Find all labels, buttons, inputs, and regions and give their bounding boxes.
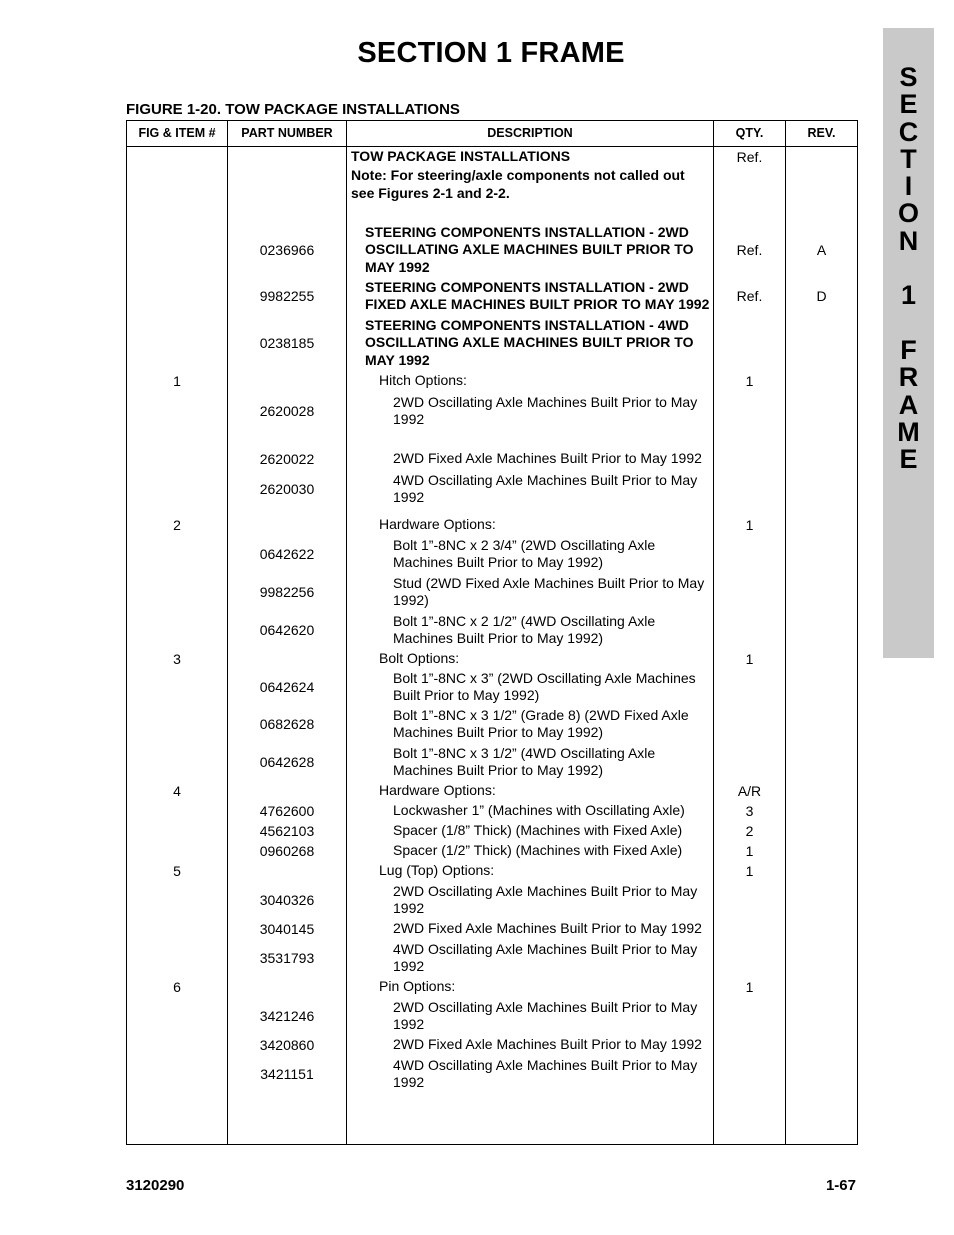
part-number-cell: 3421151 xyxy=(260,1066,314,1082)
fig-item-cell xyxy=(127,705,227,743)
side-tab-letter: F xyxy=(900,334,917,365)
part-number-cell: 3421246 xyxy=(259,1008,315,1024)
description-cell: 2WD Oscillating Axle Machines Built Prior to May 1992 xyxy=(393,882,698,916)
header-qty: QTY. xyxy=(735,126,764,140)
table-row xyxy=(127,515,857,535)
side-tab-letter xyxy=(883,255,934,282)
description-cell: 2WD Fixed Axle Machines Built Prior to May 1992 xyxy=(393,1036,702,1053)
fig-item-cell xyxy=(127,573,227,611)
table-row xyxy=(127,315,857,371)
part-number-cell xyxy=(228,167,346,207)
part-number-cell: 0642628 xyxy=(259,754,315,770)
fig-item-cell xyxy=(127,611,227,649)
rev-cell xyxy=(786,801,857,821)
qty-cell xyxy=(714,1035,785,1055)
part-number-cell: 9982255 xyxy=(259,288,315,304)
qty-cell xyxy=(714,939,785,977)
side-tab-letter: 1 xyxy=(900,280,917,311)
rev-cell xyxy=(786,573,857,611)
description-cell: Bolt 1”-8NC x 2 1/2” (4WD Oscillating Axle Machines Built Prior to May 1992) xyxy=(393,612,656,646)
part-number-cell xyxy=(228,371,346,391)
table-row xyxy=(127,781,857,801)
part-number-cell: 2620022 xyxy=(259,451,315,467)
fig-item-cell xyxy=(127,939,227,977)
description-cell: Stud (2WD Fixed Axle Machines Built Prior to May 1992) xyxy=(393,574,705,608)
rev-cell xyxy=(786,1035,857,1055)
rev-cell xyxy=(786,919,857,939)
description-cell: Bolt 1”-8NC x 3 1/2” (4WD Oscillating Axle Machines Built Prior to May 1992) xyxy=(393,744,656,778)
qty-cell xyxy=(714,573,785,611)
figure-title: FIGURE 1-20. TOW PACKAGE INSTALLATIONS xyxy=(126,101,460,118)
fig-item-cell: 4 xyxy=(173,783,181,799)
description-cell: Bolt 1”-8NC x 2 3/4” (2WD Oscillating Axle Machines Built Prior to May 1992) xyxy=(393,536,656,570)
table-row xyxy=(127,649,857,669)
qty-cell xyxy=(714,669,785,705)
rev-cell xyxy=(786,1055,857,1093)
fig-item-cell xyxy=(127,391,227,431)
description-cell: 4WD Oscillating Axle Machines Built Prior to May 1992 xyxy=(393,471,698,505)
side-tab-letter: I xyxy=(904,171,913,202)
qty-cell xyxy=(714,919,785,939)
part-number-cell: 2620030 xyxy=(259,481,315,497)
fig-item-cell: 2 xyxy=(173,517,181,533)
table-row xyxy=(127,801,857,821)
qty-cell: A/R xyxy=(737,783,762,799)
table-row xyxy=(127,223,857,277)
side-tab-letter: O xyxy=(897,198,919,229)
part-number-cell xyxy=(228,977,346,997)
rev-cell xyxy=(786,743,857,781)
part-number-cell: 3531793 xyxy=(259,950,315,966)
description-cell: Lockwasher 1” (Machines with Oscillating Axle) xyxy=(393,802,685,819)
part-number-cell: 0960268 xyxy=(259,843,315,859)
table-row xyxy=(127,743,857,781)
fig-item-cell xyxy=(127,277,227,315)
description-cell: 4WD Oscillating Axle Machines Built Prior to May 1992 xyxy=(393,1056,698,1090)
description-cell: Hardware Options: xyxy=(379,516,496,533)
table-row xyxy=(127,881,857,919)
description-cell: 2WD Oscillating Axle Machines Built Prior to May 1992 xyxy=(393,998,698,1032)
rev-cell xyxy=(786,939,857,977)
rev-cell xyxy=(786,535,857,573)
description-cell: 2WD Fixed Axle Machines Built Prior to May 1992 xyxy=(393,450,702,467)
description-cell: STEERING COMPONENTS INSTALLATION - 2WD OSCILLATING AXLE MACHINES BUILT PRIOR TO MAY 1992 xyxy=(365,223,694,275)
rev-cell xyxy=(786,469,857,509)
fig-item-cell: 6 xyxy=(173,979,181,995)
part-number-cell: 0642622 xyxy=(259,546,315,562)
part-number-cell xyxy=(228,781,346,801)
table-row xyxy=(127,371,857,391)
qty-cell xyxy=(714,469,785,509)
fig-item-cell xyxy=(127,1035,227,1055)
fig-item-cell xyxy=(127,821,227,841)
rev-cell xyxy=(786,881,857,919)
side-tab-letter: S xyxy=(899,62,918,92)
table-row xyxy=(127,1055,857,1093)
part-number-cell xyxy=(228,147,346,167)
table-row xyxy=(127,669,857,705)
qty-cell xyxy=(714,881,785,919)
fig-item-cell xyxy=(127,315,227,371)
table-row xyxy=(127,167,857,207)
fig-item-cell xyxy=(127,223,227,277)
side-tab-letter: N xyxy=(898,225,919,256)
part-number-cell: 9982256 xyxy=(259,584,315,600)
side-tab-letter: C xyxy=(898,116,919,147)
doc-number: 3120290 xyxy=(126,1177,185,1194)
fig-item-cell xyxy=(127,743,227,781)
description-cell: Spacer (1/2” Thick) (Machines with Fixed Axle) xyxy=(393,842,683,859)
fig-item-cell xyxy=(127,449,227,469)
fig-item-cell xyxy=(127,997,227,1035)
qty-cell: 3 xyxy=(745,803,754,819)
fig-item-cell: 3 xyxy=(173,651,181,667)
rev-cell xyxy=(786,611,857,649)
parts-table xyxy=(126,120,858,1145)
rev-cell xyxy=(786,669,857,705)
table-row xyxy=(127,469,857,509)
fig-item-cell xyxy=(127,881,227,919)
rev-cell xyxy=(786,705,857,743)
rev-cell: A xyxy=(816,242,827,258)
part-number-cell: 2620028 xyxy=(259,403,315,419)
fig-item-cell xyxy=(127,841,227,861)
rev-cell xyxy=(786,315,857,371)
table-row xyxy=(127,535,857,573)
part-number-cell: 3420860 xyxy=(259,1037,315,1053)
side-tab-letter: M xyxy=(897,416,920,447)
part-number-cell: 4762600 xyxy=(259,803,315,819)
rev-cell: D xyxy=(816,288,827,304)
part-number-cell: 0236966 xyxy=(259,242,315,258)
rev-cell xyxy=(786,649,857,669)
table-row xyxy=(127,977,857,997)
part-number-cell: 0642624 xyxy=(259,679,315,695)
qty-cell: 1 xyxy=(745,517,754,533)
table-row xyxy=(127,391,857,431)
qty-cell: 1 xyxy=(745,843,754,859)
fig-item-cell: 1 xyxy=(173,373,181,389)
qty-cell: Ref. xyxy=(736,288,763,304)
description-cell: 2WD Fixed Axle Machines Built Prior to May 1992 xyxy=(393,920,702,937)
qty-cell: 1 xyxy=(745,373,754,389)
description-cell: Bolt 1”-8NC x 3 1/2” (Grade 8) (2WD Fixed Axle Machines Built Prior to May 1992) xyxy=(393,706,689,740)
description-cell: 2WD Oscillating Axle Machines Built Prior to May 1992 xyxy=(393,393,698,427)
qty-cell: 1 xyxy=(745,863,754,879)
side-tab-letters xyxy=(883,64,934,473)
description-cell: Lug (Top) Options: xyxy=(379,862,495,879)
side-tab-letter: E xyxy=(899,89,918,120)
table-row xyxy=(127,997,857,1035)
table-row xyxy=(127,705,857,743)
part-number-cell: 0238185 xyxy=(259,335,315,351)
rev-cell xyxy=(786,515,857,535)
description-cell: Bolt Options: xyxy=(379,650,460,667)
qty-cell: 1 xyxy=(745,979,754,995)
table-row xyxy=(127,821,857,841)
table-row xyxy=(127,449,857,469)
table-header xyxy=(127,121,857,147)
fig-item-cell: 5 xyxy=(173,863,181,879)
side-tab-letter: T xyxy=(900,143,917,174)
table-row xyxy=(127,147,857,167)
header-description: DESCRIPTION xyxy=(487,126,573,140)
part-number-cell: 0642620 xyxy=(259,622,315,638)
fig-item-cell xyxy=(127,669,227,705)
rev-cell xyxy=(786,861,857,881)
fig-item-cell xyxy=(127,147,227,167)
table-row xyxy=(127,611,857,649)
description-cell: Hardware Options: xyxy=(379,782,496,799)
header-part-number: PART NUMBER xyxy=(241,126,333,140)
description-cell: STEERING COMPONENTS INSTALLATION - 2WD FIXED AXLE MACHINES BUILT PRIOR TO MAY 1992 xyxy=(365,278,710,312)
fig-item-cell xyxy=(127,535,227,573)
qty-cell: Ref. xyxy=(736,149,763,165)
qty-cell xyxy=(714,535,785,573)
section-side-tab xyxy=(883,28,934,658)
description-cell: Bolt 1”-8NC x 3” (2WD Oscillating Axle Machines Built Prior to May 1992) xyxy=(393,669,696,703)
description-cell: Note: For steering/axle components not called out see Figures 2-1 and 2-2. xyxy=(351,167,685,201)
rev-cell xyxy=(786,977,857,997)
header-fig-item: FIG & ITEM # xyxy=(138,126,216,140)
table-row xyxy=(127,277,857,315)
rev-cell xyxy=(786,371,857,391)
fig-item-cell xyxy=(127,919,227,939)
part-number-cell xyxy=(228,649,346,669)
fig-item-cell xyxy=(127,167,227,207)
table-row xyxy=(127,841,857,861)
part-number-cell: 3040326 xyxy=(259,892,315,908)
rev-cell xyxy=(786,449,857,469)
qty-cell xyxy=(714,705,785,743)
qty-cell xyxy=(714,743,785,781)
qty-cell: 1 xyxy=(745,651,754,667)
rev-cell xyxy=(786,841,857,861)
part-number-cell xyxy=(228,861,346,881)
page-number: 1-67 xyxy=(825,1177,856,1194)
fig-item-cell xyxy=(127,801,227,821)
qty-cell xyxy=(714,1055,785,1093)
qty-cell xyxy=(714,315,785,371)
part-number-cell xyxy=(228,515,346,535)
part-number-cell: 3040145 xyxy=(259,921,315,937)
rev-cell xyxy=(786,781,857,801)
part-number-cell: 4562103 xyxy=(259,823,315,839)
fig-item-cell xyxy=(127,469,227,509)
side-tab-letter: E xyxy=(899,444,918,475)
side-tab-letter: R xyxy=(898,362,919,393)
rev-cell xyxy=(786,997,857,1035)
qty-cell: Ref. xyxy=(736,242,763,258)
table-row xyxy=(127,939,857,977)
table-row xyxy=(127,1035,857,1055)
description-cell: TOW PACKAGE INSTALLATIONS xyxy=(351,148,571,165)
table-row xyxy=(127,861,857,881)
header-rev: REV. xyxy=(807,126,836,140)
description-cell: Hitch Options: xyxy=(379,372,467,389)
table-row xyxy=(127,919,857,939)
qty-cell xyxy=(714,449,785,469)
description-cell: Pin Options: xyxy=(379,978,456,995)
fig-item-cell xyxy=(127,1055,227,1093)
qty-cell: 2 xyxy=(745,823,754,839)
rev-cell xyxy=(786,821,857,841)
table-row xyxy=(127,573,857,611)
description-cell: Spacer (1/8” Thick) (Machines with Fixed Axle) xyxy=(393,822,683,839)
page-title: SECTION 1 FRAME xyxy=(357,37,625,69)
rev-cell xyxy=(786,147,857,167)
side-tab-letter: A xyxy=(898,389,919,420)
qty-cell xyxy=(714,997,785,1035)
description-cell: 4WD Oscillating Axle Machines Built Prior to May 1992 xyxy=(393,940,698,974)
part-number-cell: 0682628 xyxy=(259,716,315,732)
description-cell: STEERING COMPONENTS INSTALLATION - 4WD OSCILLATING AXLE MACHINES BUILT PRIOR TO MAY 1992 xyxy=(365,316,694,368)
qty-cell xyxy=(714,391,785,431)
qty-cell xyxy=(714,167,785,207)
qty-cell xyxy=(714,611,785,649)
side-tab-letter xyxy=(883,310,934,337)
rev-cell xyxy=(786,167,857,207)
rev-cell xyxy=(786,391,857,431)
